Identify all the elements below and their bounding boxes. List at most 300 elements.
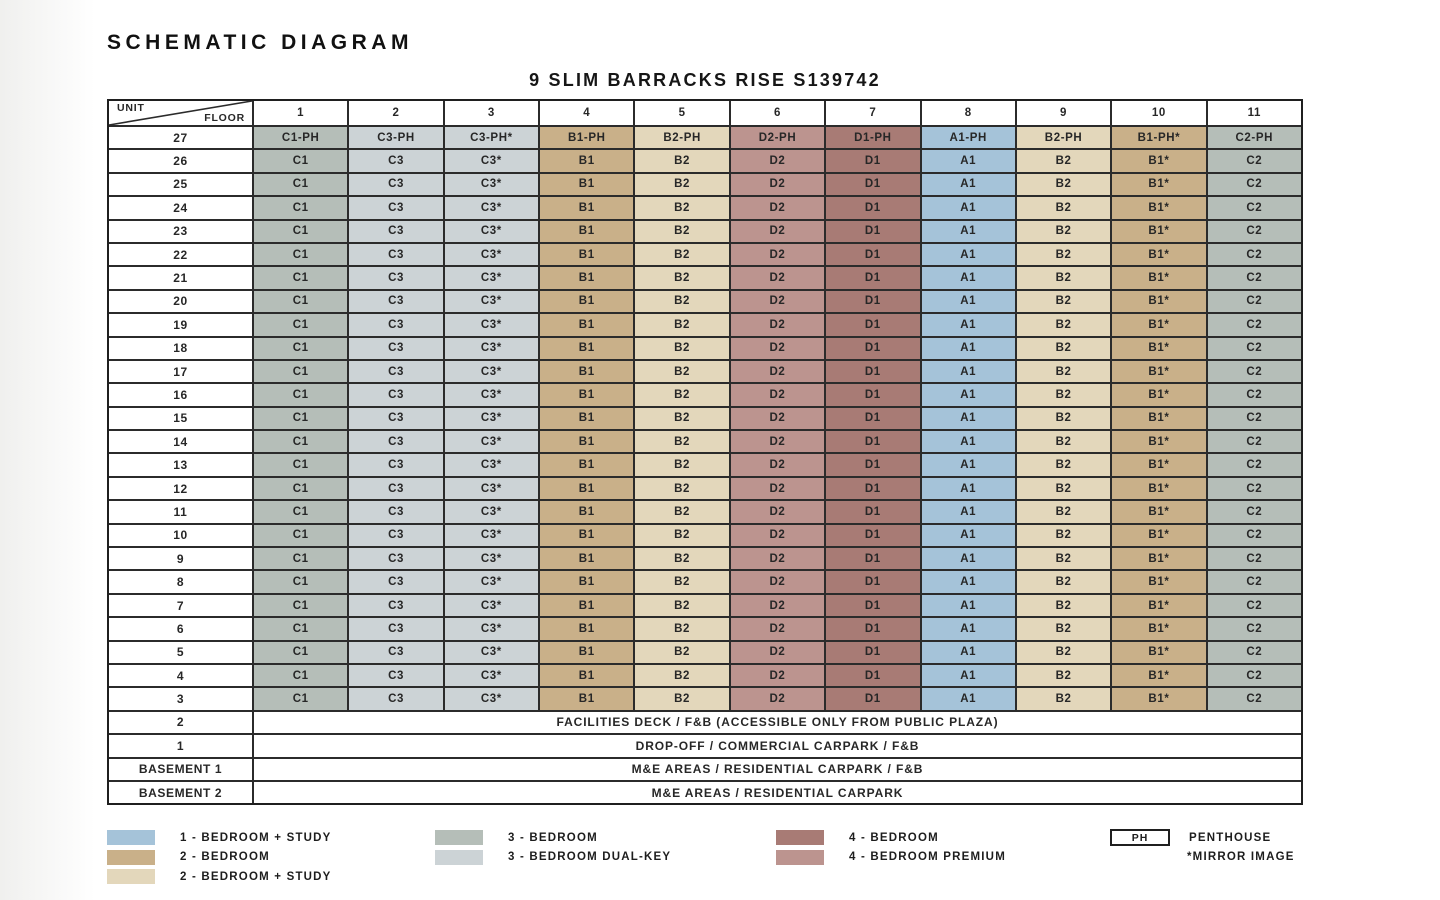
unit-cell: C3* bbox=[443, 525, 538, 546]
unit-cell: D1 bbox=[824, 571, 919, 592]
unit-cell: B1* bbox=[1110, 665, 1205, 686]
stack-column-header: 5 bbox=[633, 101, 728, 125]
unit-cell: B2 bbox=[633, 197, 728, 218]
unit-cell: B2 bbox=[633, 525, 728, 546]
unit-cell: D2 bbox=[729, 384, 824, 405]
floor-row bbox=[109, 593, 1301, 616]
unit-cell: C3* bbox=[443, 291, 538, 312]
unit-cell: C1 bbox=[252, 571, 347, 592]
unit-cell: D1 bbox=[824, 314, 919, 335]
unit-cell: C2 bbox=[1206, 408, 1301, 429]
floor-number-cell: 12 bbox=[109, 478, 252, 499]
unit-cell: C2 bbox=[1206, 314, 1301, 335]
unit-cell: B2 bbox=[633, 618, 728, 639]
cdk-color-swatch bbox=[435, 850, 483, 865]
unit-cell: C3* bbox=[443, 688, 538, 709]
floor-row bbox=[109, 219, 1301, 242]
unit-cell: B1 bbox=[538, 197, 633, 218]
unit-cell: B2 bbox=[633, 431, 728, 452]
unit-cell: B2 bbox=[1015, 150, 1110, 171]
unit-cell: B2 bbox=[1015, 571, 1110, 592]
unit-cell: B1 bbox=[538, 314, 633, 335]
stack-column-header: 1 bbox=[252, 101, 347, 125]
unit-cell: D1 bbox=[824, 197, 919, 218]
floor-row bbox=[109, 265, 1301, 288]
unit-cell: B1 bbox=[538, 431, 633, 452]
floor-number-cell: 25 bbox=[109, 174, 252, 195]
unit-cell: C2 bbox=[1206, 174, 1301, 195]
unit-cell: A1 bbox=[920, 478, 1015, 499]
unit-cell: C3* bbox=[443, 361, 538, 382]
unit-cell: B1 bbox=[538, 174, 633, 195]
unit-cell: D2 bbox=[729, 431, 824, 452]
unit-cell: B2 bbox=[1015, 384, 1110, 405]
floor-number-cell: 27 bbox=[109, 127, 252, 148]
unit-cell: C3* bbox=[443, 595, 538, 616]
unit-cell: B2 bbox=[633, 571, 728, 592]
b2-color-swatch bbox=[107, 869, 155, 884]
unit-cell: A1 bbox=[920, 688, 1015, 709]
unit-cell: C3* bbox=[443, 174, 538, 195]
unit-cell: C3 bbox=[347, 197, 442, 218]
floor-number-cell: 10 bbox=[109, 525, 252, 546]
stack-column-header: 10 bbox=[1110, 101, 1205, 125]
unit-cell: B2 bbox=[633, 361, 728, 382]
floor-row bbox=[109, 476, 1301, 499]
legend-column bbox=[107, 828, 332, 887]
legend-item bbox=[107, 848, 332, 868]
unit-cell: D1 bbox=[824, 431, 919, 452]
unit-cell: C3 bbox=[347, 431, 442, 452]
legend-label: 3 - BEDROOM bbox=[508, 831, 598, 844]
floor-row bbox=[109, 663, 1301, 686]
unit-cell: B2 bbox=[633, 665, 728, 686]
unit-cell: C3 bbox=[347, 595, 442, 616]
floor-row bbox=[109, 523, 1301, 546]
legend-column bbox=[776, 828, 1006, 867]
unit-cell: C3 bbox=[347, 338, 442, 359]
unit-cell: D1 bbox=[824, 501, 919, 522]
unit-cell: C3 bbox=[347, 408, 442, 429]
unit-cell: B2 bbox=[1015, 314, 1110, 335]
legend-item bbox=[776, 848, 1006, 868]
unit-cell: C3* bbox=[443, 197, 538, 218]
unit-cell: B1 bbox=[538, 454, 633, 475]
unit-cell: D1 bbox=[824, 618, 919, 639]
unit-cell: B1* bbox=[1110, 431, 1205, 452]
unit-cell: B1* bbox=[1110, 454, 1205, 475]
unit-cell: B2-PH bbox=[633, 127, 728, 148]
legend-item bbox=[1110, 848, 1295, 868]
floor-row bbox=[109, 499, 1301, 522]
unit-cell: D2 bbox=[729, 478, 824, 499]
unit-cell: B1* bbox=[1110, 174, 1205, 195]
unit-cell: B1* bbox=[1110, 338, 1205, 359]
legend-label: 2 - BEDROOM + STUDY bbox=[180, 870, 332, 883]
unit-cell: B1 bbox=[538, 665, 633, 686]
unit-cell: D2 bbox=[729, 454, 824, 475]
unit-cell: C2 bbox=[1206, 267, 1301, 288]
unit-cell: D2 bbox=[729, 338, 824, 359]
unit-cell: B2 bbox=[1015, 221, 1110, 242]
unit-cell: D2 bbox=[729, 361, 824, 382]
unit-cell: D1 bbox=[824, 478, 919, 499]
unit-cell: C2 bbox=[1206, 150, 1301, 171]
penthouse-badge: PH bbox=[1110, 829, 1170, 846]
unit-cell: D2 bbox=[729, 197, 824, 218]
unit-cell: B2 bbox=[1015, 688, 1110, 709]
d1-color-swatch bbox=[776, 830, 824, 845]
unit-cell: B2 bbox=[1015, 454, 1110, 475]
legend-label: *MIRROR IMAGE bbox=[1187, 851, 1295, 864]
floor-row bbox=[109, 546, 1301, 569]
unit-cell: D2 bbox=[729, 291, 824, 312]
unit-cell: C2 bbox=[1206, 548, 1301, 569]
unit-cell: A1 bbox=[920, 571, 1015, 592]
unit-cell: B1 bbox=[538, 595, 633, 616]
unit-cell: C3 bbox=[347, 384, 442, 405]
unit-cell: B2 bbox=[1015, 291, 1110, 312]
unit-cell: A1 bbox=[920, 267, 1015, 288]
unit-cell: B2 bbox=[633, 642, 728, 663]
unit-cell: B1 bbox=[538, 642, 633, 663]
unit-cell: C3 bbox=[347, 454, 442, 475]
unit-cell: C3 bbox=[347, 665, 442, 686]
unit-cell: B2 bbox=[633, 384, 728, 405]
floor-row bbox=[109, 312, 1301, 335]
unit-cell: B2 bbox=[633, 314, 728, 335]
floor-row bbox=[109, 406, 1301, 429]
unit-cell: B2 bbox=[1015, 197, 1110, 218]
floor-number-cell: 7 bbox=[109, 595, 252, 616]
unit-cell: D1 bbox=[824, 408, 919, 429]
stack-column-header: 2 bbox=[347, 101, 442, 125]
floor-row bbox=[109, 686, 1301, 709]
floor-number-cell: 3 bbox=[109, 688, 252, 709]
unit-cell: D1 bbox=[824, 150, 919, 171]
floor-number-cell: 20 bbox=[109, 291, 252, 312]
floor-row bbox=[109, 148, 1301, 171]
band-text-cell: DROP-OFF / COMMERCIAL CARPARK / F&B bbox=[252, 735, 1301, 756]
band-text-cell: M&E AREAS / RESIDENTIAL CARPARK / F&B bbox=[252, 759, 1301, 780]
unit-cell: C2 bbox=[1206, 501, 1301, 522]
floor-row bbox=[109, 616, 1301, 639]
floor-number-cell: 11 bbox=[109, 501, 252, 522]
unit-cell: D2 bbox=[729, 408, 824, 429]
unit-cell: D1 bbox=[824, 525, 919, 546]
unit-cell: C2 bbox=[1206, 384, 1301, 405]
unit-cell: C3 bbox=[347, 174, 442, 195]
unit-cell: B1-PH* bbox=[1110, 127, 1205, 148]
floor-number-cell: 9 bbox=[109, 548, 252, 569]
unit-cell: B2 bbox=[1015, 595, 1110, 616]
unit-cell: B2 bbox=[1015, 244, 1110, 265]
legend-label: 4 - BEDROOM bbox=[849, 831, 939, 844]
unit-cell: C3 bbox=[347, 548, 442, 569]
unit-cell: B1* bbox=[1110, 314, 1205, 335]
legend-item bbox=[435, 848, 671, 868]
unit-cell: C1 bbox=[252, 665, 347, 686]
unit-cell: B1* bbox=[1110, 501, 1205, 522]
floor-number-cell: 18 bbox=[109, 338, 252, 359]
unit-cell: B2 bbox=[633, 595, 728, 616]
unit-cell: B1 bbox=[538, 688, 633, 709]
unit-cell: B1* bbox=[1110, 267, 1205, 288]
unit-cell: C2 bbox=[1206, 338, 1301, 359]
unit-cell: C1 bbox=[252, 150, 347, 171]
band-row bbox=[109, 710, 1301, 733]
floor-row bbox=[109, 125, 1301, 148]
unit-cell: C3* bbox=[443, 338, 538, 359]
floor-row bbox=[109, 242, 1301, 265]
floor-label: FLOOR bbox=[204, 112, 245, 124]
unit-cell: B1* bbox=[1110, 221, 1205, 242]
unit-cell: D1 bbox=[824, 454, 919, 475]
stack-column-header: 6 bbox=[729, 101, 824, 125]
unit-cell: A1 bbox=[920, 150, 1015, 171]
unit-cell: C3 bbox=[347, 688, 442, 709]
unit-cell: A1 bbox=[920, 548, 1015, 569]
unit-cell: D1 bbox=[824, 665, 919, 686]
unit-cell: D1 bbox=[824, 221, 919, 242]
unit-cell: B1 bbox=[538, 291, 633, 312]
unit-cell: A1 bbox=[920, 642, 1015, 663]
unit-cell: B2 bbox=[633, 150, 728, 171]
unit-cell: D1 bbox=[824, 688, 919, 709]
unit-cell: C3-PH bbox=[347, 127, 442, 148]
unit-cell: B2 bbox=[633, 688, 728, 709]
unit-cell: D1 bbox=[824, 291, 919, 312]
unit-cell: D1 bbox=[824, 384, 919, 405]
unit-cell: C1 bbox=[252, 618, 347, 639]
unit-cell: D2 bbox=[729, 642, 824, 663]
unit-cell: D2 bbox=[729, 501, 824, 522]
stack-column-header: 9 bbox=[1015, 101, 1110, 125]
floor-number-cell: 15 bbox=[109, 408, 252, 429]
unit-cell: B2 bbox=[1015, 361, 1110, 382]
unit-cell: A1 bbox=[920, 338, 1015, 359]
table-header-row bbox=[109, 101, 1301, 125]
stack-column-header: 7 bbox=[824, 101, 919, 125]
floor-number-cell: 22 bbox=[109, 244, 252, 265]
unit-cell: C2 bbox=[1206, 197, 1301, 218]
band-text-cell: FACILITIES DECK / F&B (ACCESSIBLE ONLY FROM PUBLIC PLAZA) bbox=[252, 712, 1301, 733]
unit-cell: C2 bbox=[1206, 454, 1301, 475]
floor-row bbox=[109, 172, 1301, 195]
floor-number-cell: 6 bbox=[109, 618, 252, 639]
band-text-cell: M&E AREAS / RESIDENTIAL CARPARK bbox=[252, 782, 1301, 803]
unit-cell: B1 bbox=[538, 408, 633, 429]
unit-cell: B1 bbox=[538, 571, 633, 592]
unit-cell: C1 bbox=[252, 174, 347, 195]
building-address: 9 SLIM BARRACKS RISE S139742 bbox=[529, 70, 881, 90]
unit-cell: D2 bbox=[729, 618, 824, 639]
legend-item bbox=[776, 828, 1006, 848]
unit-cell: D2 bbox=[729, 150, 824, 171]
unit-cell: C3* bbox=[443, 267, 538, 288]
unit-cell: A1 bbox=[920, 174, 1015, 195]
unit-cell: A1 bbox=[920, 525, 1015, 546]
legend-label: PENTHOUSE bbox=[1189, 831, 1272, 844]
unit-floor-corner-cell bbox=[109, 101, 252, 125]
unit-cell: B1* bbox=[1110, 291, 1205, 312]
floor-row bbox=[109, 195, 1301, 218]
floor-number-cell: 2 bbox=[109, 712, 252, 733]
unit-cell: A1-PH bbox=[920, 127, 1015, 148]
unit-cell: B2 bbox=[1015, 548, 1110, 569]
unit-cell: C1 bbox=[252, 595, 347, 616]
legend-item bbox=[1110, 828, 1295, 848]
unit-cell: A1 bbox=[920, 665, 1015, 686]
floor-number-cell: 5 bbox=[109, 642, 252, 663]
unit-cell: D1 bbox=[824, 338, 919, 359]
unit-cell: D1 bbox=[824, 642, 919, 663]
unit-cell: C1 bbox=[252, 384, 347, 405]
unit-cell: B1* bbox=[1110, 688, 1205, 709]
floor-number-cell: 24 bbox=[109, 197, 252, 218]
unit-cell: C3* bbox=[443, 548, 538, 569]
unit-cell: C3 bbox=[347, 571, 442, 592]
unit-cell: C3* bbox=[443, 384, 538, 405]
unit-cell: B2 bbox=[633, 338, 728, 359]
stack-column-header: 8 bbox=[920, 101, 1015, 125]
unit-cell: C3* bbox=[443, 501, 538, 522]
unit-cell: B2 bbox=[1015, 642, 1110, 663]
unit-cell: C1 bbox=[252, 525, 347, 546]
unit-cell: B2 bbox=[633, 174, 728, 195]
unit-cell: C3 bbox=[347, 314, 442, 335]
unit-cell: C1 bbox=[252, 221, 347, 242]
unit-cell: C2 bbox=[1206, 618, 1301, 639]
band-row bbox=[109, 780, 1301, 803]
floor-number-cell: 13 bbox=[109, 454, 252, 475]
a1-color-swatch bbox=[107, 830, 155, 845]
floor-number-cell: 8 bbox=[109, 571, 252, 592]
unit-cell: B2 bbox=[1015, 501, 1110, 522]
unit-cell: A1 bbox=[920, 454, 1015, 475]
unit-cell: D2 bbox=[729, 595, 824, 616]
unit-cell: D2 bbox=[729, 174, 824, 195]
unit-cell: D1 bbox=[824, 244, 919, 265]
unit-cell: C3* bbox=[443, 454, 538, 475]
stack-column-header: 3 bbox=[443, 101, 538, 125]
unit-cell: C1 bbox=[252, 338, 347, 359]
unit-cell: A1 bbox=[920, 197, 1015, 218]
unit-cell: B2 bbox=[1015, 665, 1110, 686]
unit-cell: C1 bbox=[252, 408, 347, 429]
b1-color-swatch bbox=[107, 850, 155, 865]
floor-number-cell: 21 bbox=[109, 267, 252, 288]
unit-cell: B2 bbox=[1015, 431, 1110, 452]
floor-row bbox=[109, 289, 1301, 312]
unit-cell: C1 bbox=[252, 431, 347, 452]
unit-cell: C3* bbox=[443, 665, 538, 686]
legend-item bbox=[107, 828, 332, 848]
unit-cell: C3 bbox=[347, 267, 442, 288]
legend-label: 4 - BEDROOM PREMIUM bbox=[849, 851, 1006, 864]
floor-number-cell: BASEMENT 2 bbox=[109, 782, 252, 803]
unit-cell: C1 bbox=[252, 501, 347, 522]
unit-cell: B1 bbox=[538, 150, 633, 171]
unit-cell: C3* bbox=[443, 571, 538, 592]
unit-cell: B1 bbox=[538, 221, 633, 242]
unit-cell: B2 bbox=[633, 221, 728, 242]
unit-cell: C3 bbox=[347, 501, 442, 522]
unit-cell: B1* bbox=[1110, 197, 1205, 218]
floor-row bbox=[109, 569, 1301, 592]
unit-cell: C1-PH bbox=[252, 127, 347, 148]
unit-cell: C1 bbox=[252, 314, 347, 335]
unit-cell: A1 bbox=[920, 221, 1015, 242]
unit-cell: B1* bbox=[1110, 618, 1205, 639]
legend-column bbox=[435, 828, 671, 867]
unit-cell: C3 bbox=[347, 221, 442, 242]
floor-number-cell: 23 bbox=[109, 221, 252, 242]
unit-cell: C2 bbox=[1206, 525, 1301, 546]
unit-cell: C3* bbox=[443, 478, 538, 499]
unit-cell: B1 bbox=[538, 361, 633, 382]
unit-cell: B1 bbox=[538, 548, 633, 569]
floor-number-cell: 16 bbox=[109, 384, 252, 405]
unit-cell: B2 bbox=[633, 291, 728, 312]
unit-cell: B1* bbox=[1110, 408, 1205, 429]
floor-row bbox=[109, 359, 1301, 382]
unit-cell: A1 bbox=[920, 314, 1015, 335]
unit-cell: B1* bbox=[1110, 244, 1205, 265]
floor-number-cell: 1 bbox=[109, 735, 252, 756]
floor-row bbox=[109, 640, 1301, 663]
unit-cell: D2-PH bbox=[729, 127, 824, 148]
unit-cell: C2 bbox=[1206, 595, 1301, 616]
unit-cell: D2 bbox=[729, 548, 824, 569]
unit-cell: D1 bbox=[824, 267, 919, 288]
unit-cell: B1-PH bbox=[538, 127, 633, 148]
unit-cell: B1* bbox=[1110, 642, 1205, 663]
unit-cell: B1* bbox=[1110, 595, 1205, 616]
unit-cell: B1* bbox=[1110, 361, 1205, 382]
unit-cell: C3 bbox=[347, 618, 442, 639]
floor-row bbox=[109, 336, 1301, 359]
unit-cell: B2 bbox=[1015, 478, 1110, 499]
unit-cell: C3* bbox=[443, 244, 538, 265]
unit-cell: C1 bbox=[252, 688, 347, 709]
stack-column-header: 11 bbox=[1206, 101, 1301, 125]
unit-cell: A1 bbox=[920, 384, 1015, 405]
unit-cell: A1 bbox=[920, 408, 1015, 429]
unit-cell: C3* bbox=[443, 408, 538, 429]
unit-cell: B1 bbox=[538, 267, 633, 288]
legend-label: 2 - BEDROOM bbox=[180, 851, 270, 864]
legend-label: 3 - BEDROOM DUAL-KEY bbox=[508, 851, 672, 864]
unit-cell: C1 bbox=[252, 291, 347, 312]
unit-cell: D1 bbox=[824, 174, 919, 195]
unit-cell: C2 bbox=[1206, 642, 1301, 663]
floor-row bbox=[109, 429, 1301, 452]
unit-cell: C3 bbox=[347, 361, 442, 382]
floor-number-cell: 19 bbox=[109, 314, 252, 335]
unit-cell: C1 bbox=[252, 478, 347, 499]
unit-cell: D2 bbox=[729, 221, 824, 242]
unit-cell: C2 bbox=[1206, 221, 1301, 242]
unit-cell: B1 bbox=[538, 525, 633, 546]
unit-cell: C1 bbox=[252, 267, 347, 288]
unit-cell: B2 bbox=[633, 408, 728, 429]
page-edge-shade bbox=[0, 0, 95, 900]
unit-cell: C3* bbox=[443, 618, 538, 639]
band-row bbox=[109, 757, 1301, 780]
unit-cell: B2 bbox=[633, 478, 728, 499]
unit-cell: B1 bbox=[538, 384, 633, 405]
